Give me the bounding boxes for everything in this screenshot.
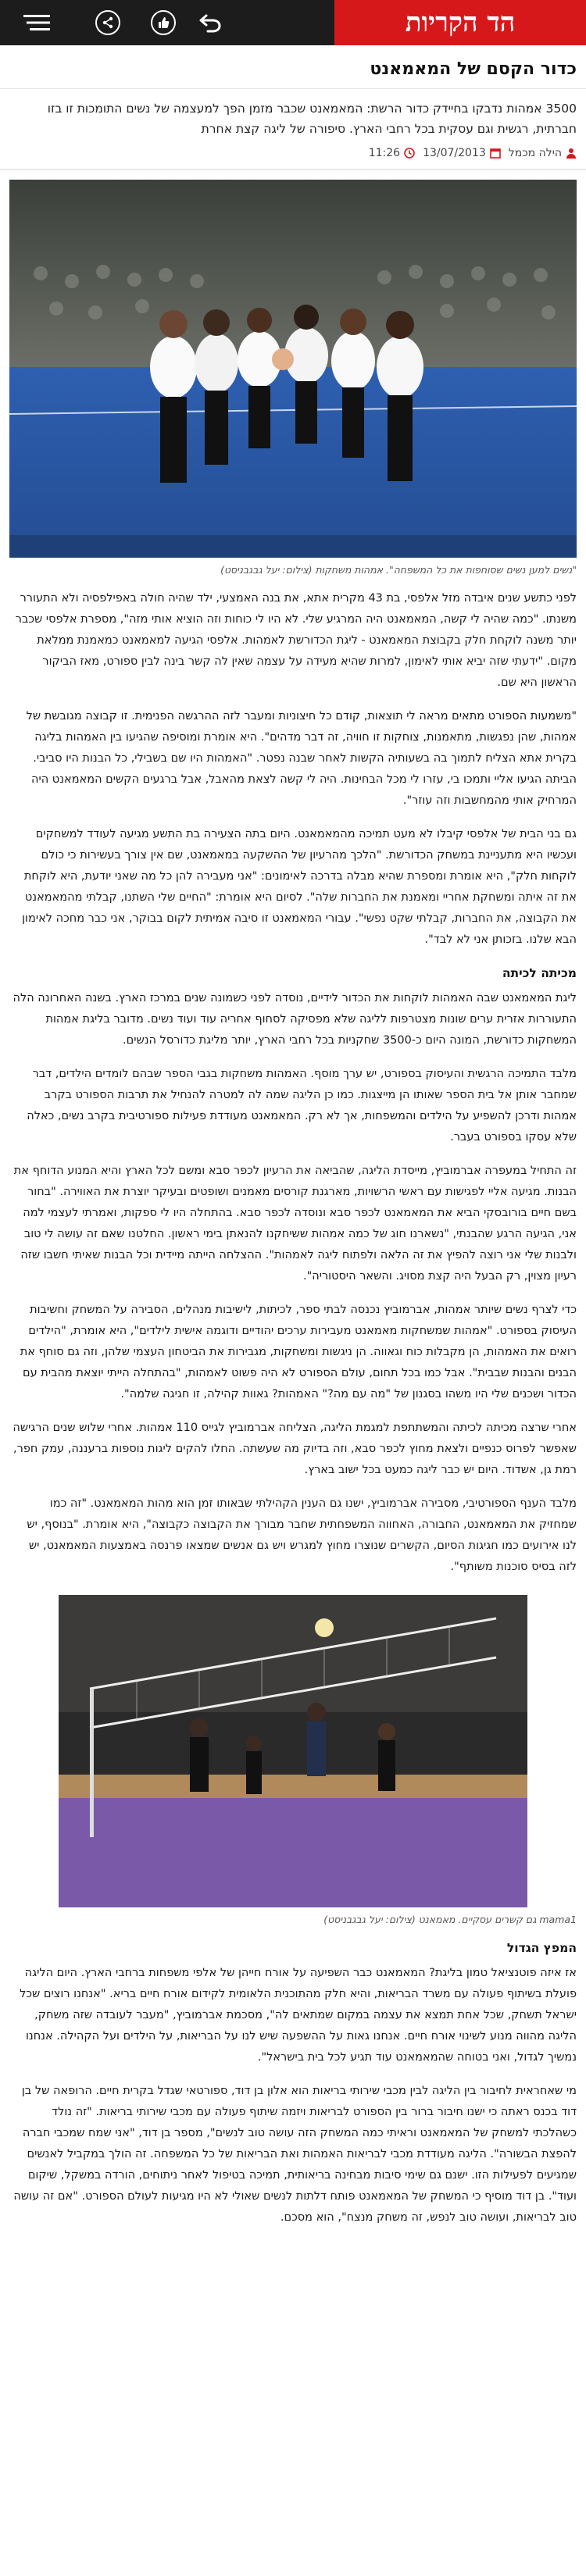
article-image-team[interactable] xyxy=(9,180,577,561)
article-meta xyxy=(0,144,586,170)
publish-time: 11:26 xyxy=(368,147,401,159)
article-paragraph: כדי לצרף נשים שיותר אמהות, אברמוביץ נכנסה לבתי ספר, לכיתות, לישיבות מנהלים, הסבירה על המשחק וחשיבות העיסוק בספורט. "אמהות שמשחקות מאמאנט מעבירות ערכים יהודיים ודוגמה אישית לילדים", היא אומרת, "הילדים רואים את האמהות, הן מקבלות כוח וגאווה. הן ניגשות ומשחקות, מגבירות את הביטחון העצמי שלהן, וזה גם סוחף את הבנים והבנות שבבית". אבל כמו בכל תחום, עולם הספורט לא היה פשוט לאמהות, "בהתחלה הייתי יוצאת מהבית עם הכדור ושכנים שלי היו משהו בסגנון של "מה עם מה?" האמהות? גאוות קהילה, זו חגיגה שלמה". xyxy=(20,1304,577,1400)
article-paragraph: אז איזה פוטנציאל טמון בליגת? המאמאנט כבר השפיעה על אורח חייהן של אלפי משפחות ברחבי הארץ. היום הליגה פועלת בשיתוף פעולה עם משרד הבריאות, והיא חלק מהתוכנית הלאומית לקידום אורח חיים בריא. "אנחנו רוצים שכל ישראל תשחק, שכל אחת תמצא את עצמה במקום שמתאים לה", מסכמת אברמוביץ, "מעבר לעובדה שזה משחק, הליגה מהווה מנוע לשינוי אורח חיים. אנחנו גאות על ההשפעה שיש לנו על הבריאות, על הילדים ועל הקהילה. אנחנו נמשיך לגדול, ואני בטוחה שהמאמאנט עוד תגיע לכל בית בישראל". xyxy=(20,1967,577,2064)
article-paragraph: מי שאחראית לחיבור בין הליגה לבין מכבי שירותי בריאות הוא אלון בן דוד, ספורטאי שגדל בקרית חיים. הרופאה של בן דוד בכנס ראתה כי ישנו חיבור ברור בין הספורט לבריאות ויזמה שיתוף פעולה עם מכבי שירותי בריאות. "זה נולד כשהלכתי למשחק של המאמאנט וראיתי כמה המשחק הזה עושה טוב לנשים", מספר בן דוד, "אני שמח שמכבי חברה להפצת הבשורה". הליגה מעודדת מכבי לבריאות האמהות ואת הבריאות של כל המשפחה. זה הולך במקביל לאנשים שמגיעים לפעילות הזו. ישנם גם שימי סיבות מבחינה בריאותית, תמיכה בטיפול לאחר ניתוחים, הורדה במשקל, שיקום ועוד". בן דוד מוסיף כי המשחק של המאמאנט פותח דלתות לנשים שאולי לא היו מגיעות לעולם הספורט. "אם זה עושה טוב לבריאות, ועושה טוב לנפש, זה משחק מנצח", הוא מסכם. xyxy=(13,2085,577,2224)
publish-date: 13/07/2013 xyxy=(423,147,486,159)
article-paragraph: מלבד הענף הספורטיבי, מסבירה אברמוביץ, ישנו גם הענין הקהילתי שבאותו זמן הוא מהות המאמאנט. "זה כמו שמחזיק את המאמאנט, החבורה, האחווה המשפחתית שחבר מבורך את הקבוצה כקבוצה", היא אומרת. "בנוסף, יש לנו אירועים כמו חגיגות הסיום, הקשרים שנוצרו מחוץ למגרש ויש גם אנשים שמצאו פרנסה באמצעות המאמאנט, יש לזה בסיס סוכנות משותף". xyxy=(27,1497,577,1573)
menu-icon[interactable] xyxy=(20,6,53,39)
author-name[interactable]: הילה מכמל xyxy=(508,147,562,159)
time-block xyxy=(369,147,415,159)
clock-icon xyxy=(404,148,415,159)
article-paragraph: גם בני הבית של אלפסי קיבלו לא מעט תמיכה מהמאמאנט. היום בתה הצעירה בת התשע מגיעה לעודד למשחקים ועכשיו היא מתעניינת במשחק הכדורשת. "הלכך מהרעיון של ההשקעה במאמאנט, שם אין צורך בעשירות כי כולם לוקחות חלק", היא אומרת ומספרת שהיא מבלה בדרכה לאימונים: "אני מעבירה להן כל מה שאני יודעת, היא לוקחת את זה איתה ומשחקת אחריי ומאמנת את החברות שלה". לסיום היא אומרת: "החיים שלי השתנו, קבלתי מהמאמאנט את הקבוצה, את החברות, קבלתי שקט נפשי". עבורי המאמאנט זו סיבה אמיתית לקום בבוקר, אני כבר מחכה לאימון הבא שלנו. בזכותן אני לא לבד". xyxy=(22,828,577,946)
user-icon xyxy=(566,148,577,159)
article-paragraph: ליגת המאמאנט שבה האמהות לוקחות את הכדור לידיים, נוסדה לפני כשמונה שנים במרכז הארץ. בשנה האחרונה הלה התעוררות אזרית ערים שונות מצטרפות לליגה שלא מפסיקה לסחוף אחריה עוד ועוד נשים. מדובר בליגת אמהות המשחקות כדורשת, המונה היום כ-3500 שחקניות בכל רחבי הארץ, יותר מליגת כדורסל הנשים. xyxy=(13,992,577,1047)
image-caption: "נשים למען נשים שסוחפות את כל המשפחה". אמהות משחקות (צילום: יעל גבגבניסט) xyxy=(220,564,577,576)
section-heading: מכיתה לכיתה xyxy=(502,966,577,980)
image-caption: mama1 גם קשרים עסקיים. מאמאנט (צילום: יעל גבגבניסט) xyxy=(323,1914,577,1925)
article-paragraph: לפני כתשע שנים איבדה מזל אלפסי, בת 43 מקרית אתא, את בנה האמצעי, ילד שהיה חולה באפילפסיה ולא התעורר משנתו. "כמה שהיה לי קשה, המאמאנט היה המרגיע שלי. לא היו לי כוחות וזה הוציא אותי מזה", מספרת אלפסי שכבר יותר משנה לוקחת חלק בקבוצת המאמאנט - ליגת הכדורשת לאמהות. אלפסי הגיעה למאמאנט כמאמנת ממלאת מקום. "ידעתי שזה יביא אותי לאימון, למרות שהיא מעידה על עצמה שאין לה קשר בינה לבין ספורט, מאז הביקור הראשון היא שם. xyxy=(15,592,577,689)
article-subtitle: 3500 אמהות נדבקו בחיידק כדור הרשת: המאמאנט שכבר מזמן הפך למעצמה של נשים התומכות זו בזו חברתית, רגשית וגם עסקית בכל רחבי הארץ. סיפורה של ליגה קצת אחרת xyxy=(47,102,577,136)
share-icon[interactable] xyxy=(91,6,124,39)
article-paragraph: אחרי שרצה מכיתה לכיתה והמשתתפת למגמת הליגה, הצליחה אברמוביץ לגייס 110 אמהות. אחרי שלוש שנים הרגישה שאפשר לפרוס כנפיים ולצאת מחוץ לכפר סבא, וזה בדיוק מה שעשתה. החלו להקים ליגות נוספות ברעננה, עמק חפר, רמת גן, אשדוד. היום יש כבר ליגה כמעט בכל ישוב בארץ. xyxy=(13,1422,577,1476)
site-logo-text: הד הקריות xyxy=(405,7,516,38)
article-paragraph: זה התחיל במעפרה אברמוביץ, מייסדת הליגה, שהביאה את הרעיון לכפר סבא ומשם לכל הארץ והיא המנוע הדוחף את הבנות. מגיעה אליי לפגישות עם ראשי הרשויות, מארגנת קורסים מאמנים ושופטים ובעיקר יוצרת את האווירה. "בחור בשם חיים בורובסקי הביא את המאמאנט לכפר סבא ונוסדה לכפר סבא. בהתחלה היו לי ספקות, ואמרתי לעצמי למה אני, הגיעה הרגע שהבנתי, "נשארנו חוג של כמה אמהות ששיחקנו להנאתן בימי ראשון. החלטנו שאם זה עושה לי טוב ולבנות שלי אני רוצה להפיץ את זה הלאה ולפתוח ליגה לאמהות". ההצלחה הייתה מיידית וכל הבנות שאיתי חשבו שזה רעיון מצוין, רק הבעל היה קצת מסויג. והשאר היסטוריה". xyxy=(13,1165,577,1283)
author-block xyxy=(509,147,577,159)
section-heading: המפץ הגדול xyxy=(506,1941,577,1955)
article-image-game[interactable] xyxy=(59,1595,527,1911)
top-header xyxy=(0,0,586,45)
back-icon[interactable] xyxy=(194,6,227,39)
site-logo[interactable] xyxy=(334,0,586,45)
date-block xyxy=(423,147,501,159)
article-paragraph: "משמעות הספורט מתאים מראה לי תוצאות, קודם כל חיצוניות ומעבר לזה ההרגשה הפנימית. זו קבוצה מגובשת של אמהות, שהן נפגשות, מתאמנות, צוחקות זו חוויה, זה דבר מדהים". היא אומרת ומוסיפה שהגיעו בין האמהות בליגה בקרית אתא הצליח לתמוך בה בשעותיה הקשות לאחר שבנה נפטר. "האמהות היו שם בשבילי, כל הבנות היו סביבי. הביתה הגיעו אליי ותמכו בי, עזרו לי מכל הבחינות. היה לי קשה לצאת מהאבל, אבל ברגעים הקשים המאמאנט היה המרחיק אותי מהמחשבות וזה עוזר". xyxy=(26,710,577,807)
like-icon[interactable] xyxy=(147,6,180,39)
article-paragraph: מלבד התמיכה הרגשית והעיסוק בספורט, יש ערך מוסף. האמהות משחקות בגבי הספר שבהם לומדים הילדים, דבר שמחבר אותן אל בית הספר שאותו הן מייצגות. כמו כן הליגה שמה לה למטרה להנחיל את תרבות הספורט בקרב אמהות ודרכן להשפיע על הילדים והמשפחות, אך לא רק. המאמאנט מעודדת פעילות ספורטיבית בקרב נשים, כאלה שלא עסקו בספורט בעבר. xyxy=(27,1068,577,1144)
article-title: כדור הקסם של המאמאנט xyxy=(0,45,586,89)
calendar-icon xyxy=(490,148,501,159)
